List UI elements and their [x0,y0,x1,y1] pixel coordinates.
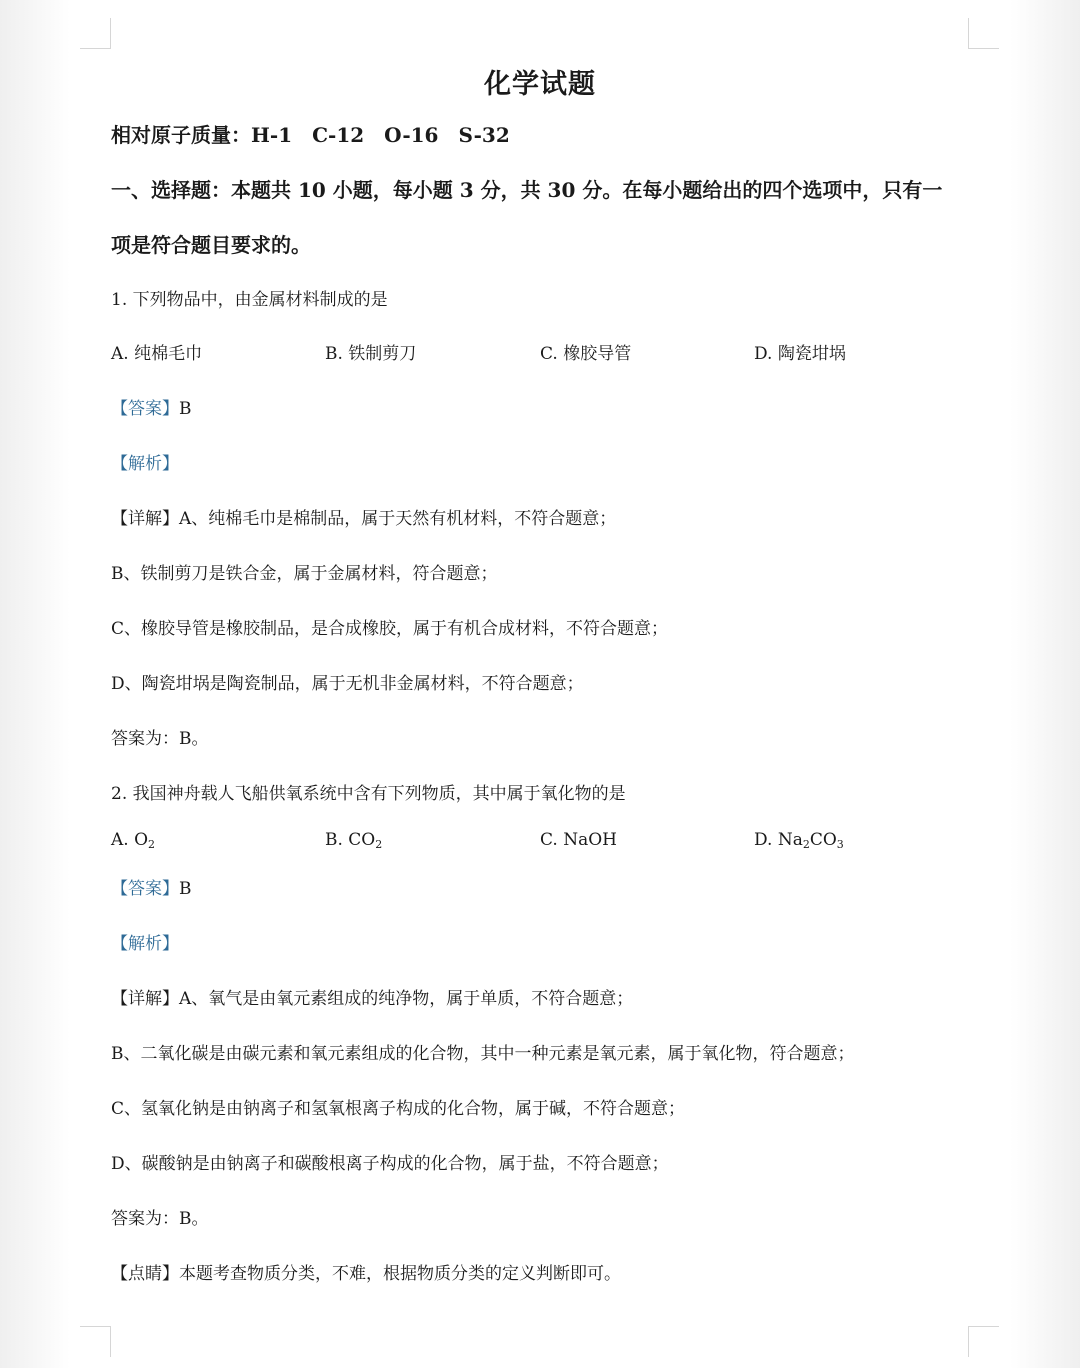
subscript: 2 [375,838,383,851]
subscript: 2 [148,838,156,851]
question-1-detail-d: D、陶瓷坩埚是陶瓷制品，属于无机非金属材料，不符合题意； [111,674,584,694]
question-2-answer [111,877,192,901]
section-header-line-1: 一、选择题：本题共 10 小题，每小题 3 分，共 30 分。在每小题给出的四个选项中，只有一 [111,178,943,202]
corner-mark-top-right [968,18,999,49]
question-1-stem: 1. 下列物品中，由金属材料制成的是 [111,290,388,310]
question-2-stem: 2. 我国神舟载人飞船供氧系统中含有下列物质，其中属于氧化物的是 [111,784,626,804]
option-text: CO [809,830,837,850]
question-1-answer [111,397,192,421]
question-2-option-c: C. NaOH [540,830,617,850]
corner-mark-bottom-left [80,1326,111,1357]
question-2-comment [111,1262,621,1286]
answer-tag: 【答案】 [111,879,179,899]
question-2-option-b [325,828,382,852]
detail-tag: 【详解】 [111,509,179,529]
question-2-option-d [754,828,844,852]
question-1-option-b: B. 铁制剪刀 [325,344,417,364]
question-2-detail-b: B、二氧化碳是由碳元素和氧元素组成的化合物，其中一种元素是氧元素，属于氧化物，符合题意； [111,1044,855,1064]
question-1-option-c: C. 橡胶导管 [540,344,632,364]
document-title: 化学试题 [484,69,596,100]
detail-text: A、纯棉毛巾是棉制品，属于天然有机材料，不符合题意； [179,509,617,529]
page-right-margin [1010,0,1080,1368]
question-1-detail-b: B、铁制剪刀是铁合金，属于金属材料，符合题意； [111,564,498,584]
comment-tag: 【点睛】 [111,1264,179,1284]
question-2-analysis-tag: 【解析】 [111,934,179,954]
comment-text: 本题考查物质分类，不难，根据物质分类的定义判断即可。 [179,1264,621,1284]
question-1-option-a: A. 纯棉毛巾 [111,344,203,364]
option-text: D. Na [754,830,803,850]
corner-mark-bottom-right [968,1326,999,1357]
atomic-mass-line: 相对原子质量：H-1 C-12 O-16 S-32 [111,123,510,147]
subscript: 3 [836,838,844,851]
question-1-detail-a [111,507,616,531]
question-2-conclusion: 答案为：B。 [111,1209,209,1229]
page-left-margin [0,0,70,1368]
question-1-detail-c: C、橡胶导管是橡胶制品，是合成橡胶，属于有机合成材料，不符合题意； [111,619,669,639]
question-2-detail-d: D、碳酸钠是由钠离子和碳酸根离子构成的化合物，属于盐，不符合题意； [111,1154,669,1174]
question-2-option-a [111,828,155,852]
answer-value: B [179,399,192,419]
section-header-line-2: 项是符合题目要求的。 [111,233,311,257]
detail-text: A、氧气是由氧元素组成的纯净物，属于单质，不符合题意； [179,989,634,1009]
question-2-detail-c: C、氢氧化钠是由钠离子和氢氧根离子构成的化合物，属于碱，不符合题意； [111,1099,686,1119]
question-1-option-d: D. 陶瓷坩埚 [754,344,846,364]
corner-mark-top-left [80,18,111,49]
question-1-analysis-tag: 【解析】 [111,454,179,474]
option-text: A. O [111,830,149,850]
question-1-conclusion: 答案为：B。 [111,729,209,749]
answer-value: B [179,879,192,899]
answer-tag: 【答案】 [111,399,179,419]
question-2-detail-a [111,987,633,1011]
subscript: 2 [802,838,810,851]
option-text: B. CO [325,830,376,850]
detail-tag: 【详解】 [111,989,179,1009]
